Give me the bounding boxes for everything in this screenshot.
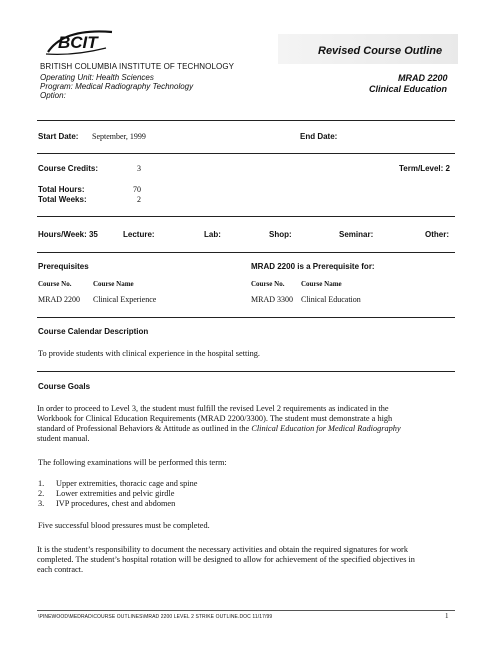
course-credits-label: Course Credits: bbox=[38, 164, 99, 173]
total-weeks-label: Total Weeks: bbox=[38, 195, 87, 204]
prereq-course-name: Clinical Experience bbox=[93, 295, 157, 304]
examinations-list bbox=[38, 479, 197, 509]
goals-paragraph-3: Five successful blood pressures must be completed. bbox=[38, 521, 210, 530]
goals-p1-line-1: In order to proceed to Level 3, the student must fulfill the revised Level 2 requirements as indicated in the bbox=[37, 404, 389, 413]
program: Program: Medical Radiography Technology bbox=[40, 82, 194, 91]
goals-paragraph-4 bbox=[37, 545, 457, 575]
calendar-description-title: Course Calendar Description bbox=[38, 327, 149, 336]
option: Option: bbox=[40, 91, 66, 100]
manual-title: Clinical Education for Medical Radiography bbox=[251, 424, 401, 433]
list-item-number: 3. bbox=[38, 499, 45, 508]
goals-p4-line-2: completed. The student’s hospital rotation will be designed to allow for achievement of the specified objectives in bbox=[37, 555, 415, 564]
total-hours-value: 70 bbox=[133, 185, 141, 194]
divider bbox=[37, 120, 455, 121]
total-weeks-value: 2 bbox=[137, 195, 141, 204]
list-item-number: 2. bbox=[38, 489, 45, 498]
course-credits-value: 3 bbox=[137, 164, 141, 173]
lab-label: Lab: bbox=[204, 230, 221, 239]
list-item bbox=[38, 499, 197, 509]
goals-p1-line-3-text: standard of Professional Behaviors & Attitude as outlined in the bbox=[37, 424, 250, 433]
operating-unit: Operating Unit: Health Sciences bbox=[40, 73, 154, 82]
other-label: Other: bbox=[425, 230, 449, 239]
goals-paragraph-1 bbox=[37, 404, 457, 444]
left-col-course-name: Course Name bbox=[93, 280, 134, 288]
divider bbox=[37, 371, 455, 372]
divider bbox=[37, 317, 455, 318]
goals-p4-line-3: each contract. bbox=[37, 565, 84, 574]
seminar-label: Seminar: bbox=[339, 230, 374, 239]
prereq-course-no: MRAD 2200 bbox=[38, 295, 81, 304]
list-item bbox=[38, 489, 197, 499]
total-hours-label: Total Hours: bbox=[38, 185, 85, 194]
prerequisites-title: Prerequisites bbox=[38, 262, 89, 271]
course-goals-title: Course Goals bbox=[38, 382, 91, 391]
divider bbox=[37, 252, 455, 253]
hours-week: Hours/Week: 35 bbox=[38, 230, 98, 239]
end-date-label: End Date: bbox=[300, 132, 338, 141]
list-item-text: Upper extremities, thoracic cage and spine bbox=[56, 479, 198, 488]
footer-file-path: \PINEWOOD\MEDRAD\COURSE OUTLINES\MRAD 2200 LEVEL 2 STRIKE OUTLINE.DOC 11/17/99 bbox=[38, 614, 273, 620]
term-level: Term/Level: 2 bbox=[399, 164, 450, 173]
calendar-description-text: To provide students with clinical experience in the hospital setting. bbox=[38, 349, 260, 358]
list-item-text: IVP procedures, chest and abdomen bbox=[56, 499, 176, 508]
logo-text: BCIT bbox=[58, 33, 98, 52]
footer-divider bbox=[37, 610, 455, 611]
goals-p4-line-1: It is the student’s responsibility to document the necessary activities and obtain the required signatures for work bbox=[37, 545, 408, 554]
course-title: Clinical Education bbox=[369, 84, 448, 94]
prerequisite-for-title: MRAD 2200 is a Prerequisite for: bbox=[251, 262, 375, 271]
divider bbox=[37, 216, 455, 217]
next-course-name: Clinical Education bbox=[301, 295, 361, 304]
goals-p1-line-2: Workbook for Clinical Education Requirements (MRAD 2200/3300). The student must demonstrate a high bbox=[37, 414, 393, 423]
left-col-course-no: Course No. bbox=[38, 280, 72, 288]
document-title: Revised Course Outline bbox=[318, 45, 443, 57]
goals-paragraph-2: The following examinations will be performed this term: bbox=[38, 458, 227, 467]
lecture-label: Lecture: bbox=[123, 230, 155, 239]
list-item-number: 1. bbox=[38, 479, 45, 488]
start-date-label: Start Date: bbox=[38, 132, 79, 141]
goals-p1-line-4: student manual. bbox=[37, 434, 90, 443]
divider bbox=[37, 153, 455, 154]
goals-p1-line-3 bbox=[37, 424, 457, 434]
course-code: MRAD 2200 bbox=[398, 73, 448, 83]
right-col-course-name: Course Name bbox=[301, 280, 342, 288]
shop-label: Shop: bbox=[269, 230, 292, 239]
bcit-logo bbox=[44, 26, 118, 58]
page-number: 1 bbox=[445, 612, 449, 620]
institution-name: BRITISH COLUMBIA INSTITUTE OF TECHNOLOGY bbox=[40, 62, 235, 71]
next-course-no: MRAD 3300 bbox=[251, 295, 294, 304]
right-col-course-no: Course No. bbox=[251, 280, 285, 288]
list-item bbox=[38, 479, 197, 489]
list-item-text: Lower extremities and pelvic girdle bbox=[56, 489, 175, 498]
start-date-value: September, 1999 bbox=[92, 132, 146, 141]
